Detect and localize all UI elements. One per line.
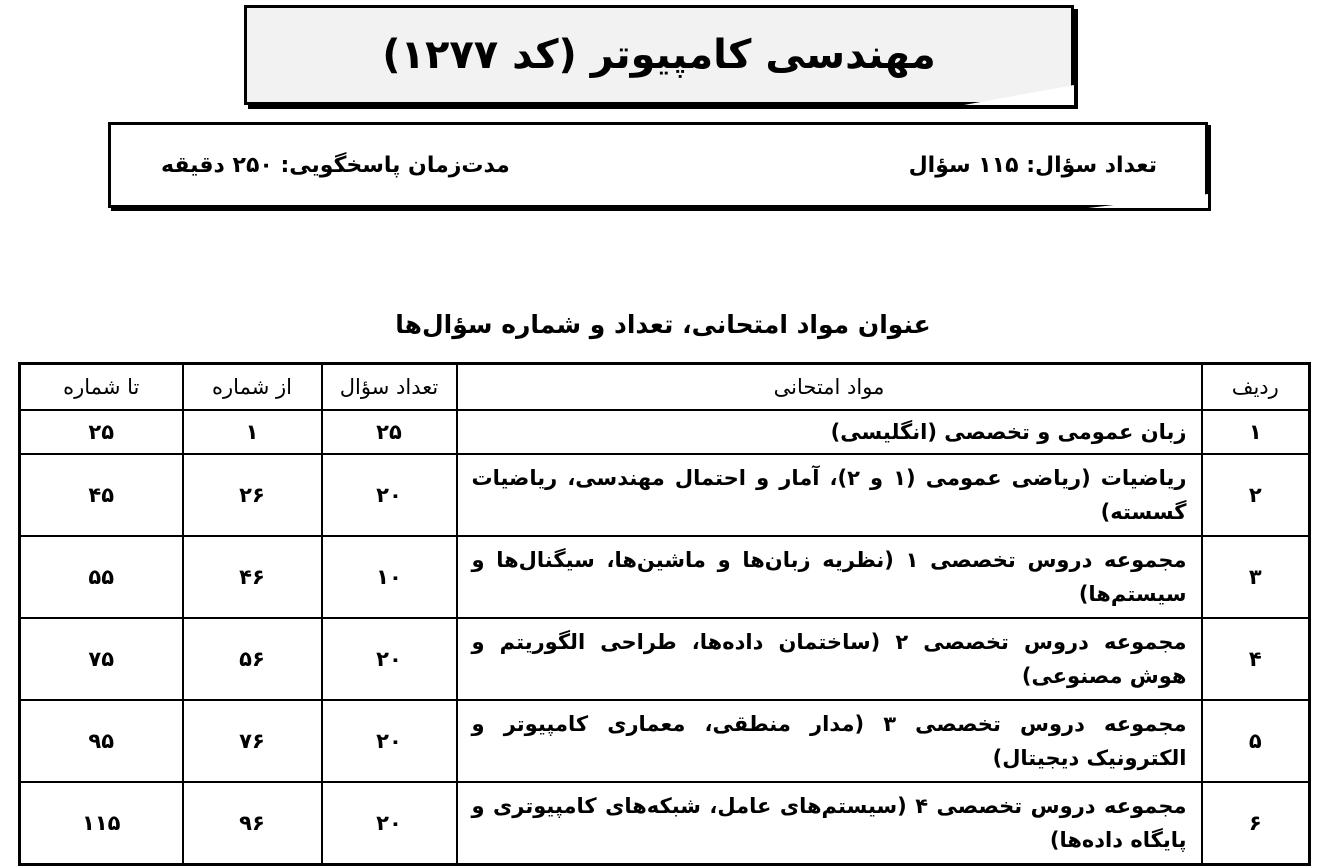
cell-question-count: ۲۰	[322, 454, 457, 536]
title-banner-fold	[964, 85, 1074, 105]
cell-subject: زبان عمومی و تخصصی (انگلیسی)	[457, 410, 1202, 454]
cell-from-number: ۵۶	[183, 618, 322, 700]
exam-title: مهندسی کامپیوتر (کد ۱۲۷۷)	[382, 32, 936, 78]
header-row-number: ردیف	[1202, 364, 1310, 411]
cell-row-number: ۳	[1202, 536, 1310, 618]
cell-subject: مجموعه دروس تخصصی ۳ (مدار منطقی، معماری کامپیوتر و الکترونیک دیجیتال)	[457, 700, 1202, 782]
cell-subject: ریاضیات (ریاضی عمومی (۱ و ۲)، آمار و احتمال مهندسی، ریاضیات گسسته)	[457, 454, 1202, 536]
table-row	[20, 782, 1310, 865]
cell-to-number: ۷۵	[20, 618, 183, 700]
table-row	[20, 454, 1310, 536]
table-row	[20, 536, 1310, 618]
cell-to-number: ۹۵	[20, 700, 183, 782]
question-count: تعداد سؤال: ۱۱۵ سؤال	[908, 153, 1157, 178]
table-header-row	[20, 364, 1310, 411]
cell-from-number: ۹۶	[183, 782, 322, 865]
cell-from-number: ۷۶	[183, 700, 322, 782]
table-row	[20, 618, 1310, 700]
cell-row-number: ۴	[1202, 618, 1310, 700]
cell-from-number: ۴۶	[183, 536, 322, 618]
header-subject: مواد امتحانی	[457, 364, 1202, 411]
info-box-fold	[1088, 194, 1208, 208]
cell-subject: مجموعه دروس تخصصی ۱ (نظریه زبان‌ها و ماشین‌ها، سیگنال‌ها و سیستم‌ها)	[457, 536, 1202, 618]
cell-subject: مجموعه دروس تخصصی ۴ (سیستم‌های عامل، شبکه‌های کامپیوتری و پایگاه داده‌ها)	[457, 782, 1202, 865]
cell-to-number: ۴۵	[20, 454, 183, 536]
cell-from-number: ۱	[183, 410, 322, 454]
cell-row-number: ۵	[1202, 700, 1310, 782]
cell-question-count: ۲۰	[322, 782, 457, 865]
cell-row-number: ۱	[1202, 410, 1310, 454]
cell-question-count: ۲۰	[322, 700, 457, 782]
header-question-count: تعداد سؤال	[322, 364, 457, 411]
cell-subject: مجموعه دروس تخصصی ۲ (ساختمان داده‌ها، طراحی الگوریتم و هوش مصنوعی)	[457, 618, 1202, 700]
cell-to-number: ۵۵	[20, 536, 183, 618]
table-row	[20, 410, 1310, 454]
subjects-table	[18, 362, 1311, 866]
exam-info-box	[108, 122, 1208, 208]
exam-title-banner	[244, 5, 1074, 105]
header-from-number: از شماره	[183, 364, 322, 411]
cell-to-number: ۱۱۵	[20, 782, 183, 865]
table-row	[20, 700, 1310, 782]
cell-to-number: ۲۵	[20, 410, 183, 454]
answer-duration: مدت‌زمان پاسخگویی: ۲۵۰ دقیقه	[161, 153, 510, 178]
cell-question-count: ۲۵	[322, 410, 457, 454]
table-heading: عنوان مواد امتحانی، تعداد و شماره سؤال‌ها	[395, 310, 931, 339]
cell-row-number: ۶	[1202, 782, 1310, 865]
cell-question-count: ۱۰	[322, 536, 457, 618]
cell-row-number: ۲	[1202, 454, 1310, 536]
cell-question-count: ۲۰	[322, 618, 457, 700]
header-to-number: تا شماره	[20, 364, 183, 411]
cell-from-number: ۲۶	[183, 454, 322, 536]
